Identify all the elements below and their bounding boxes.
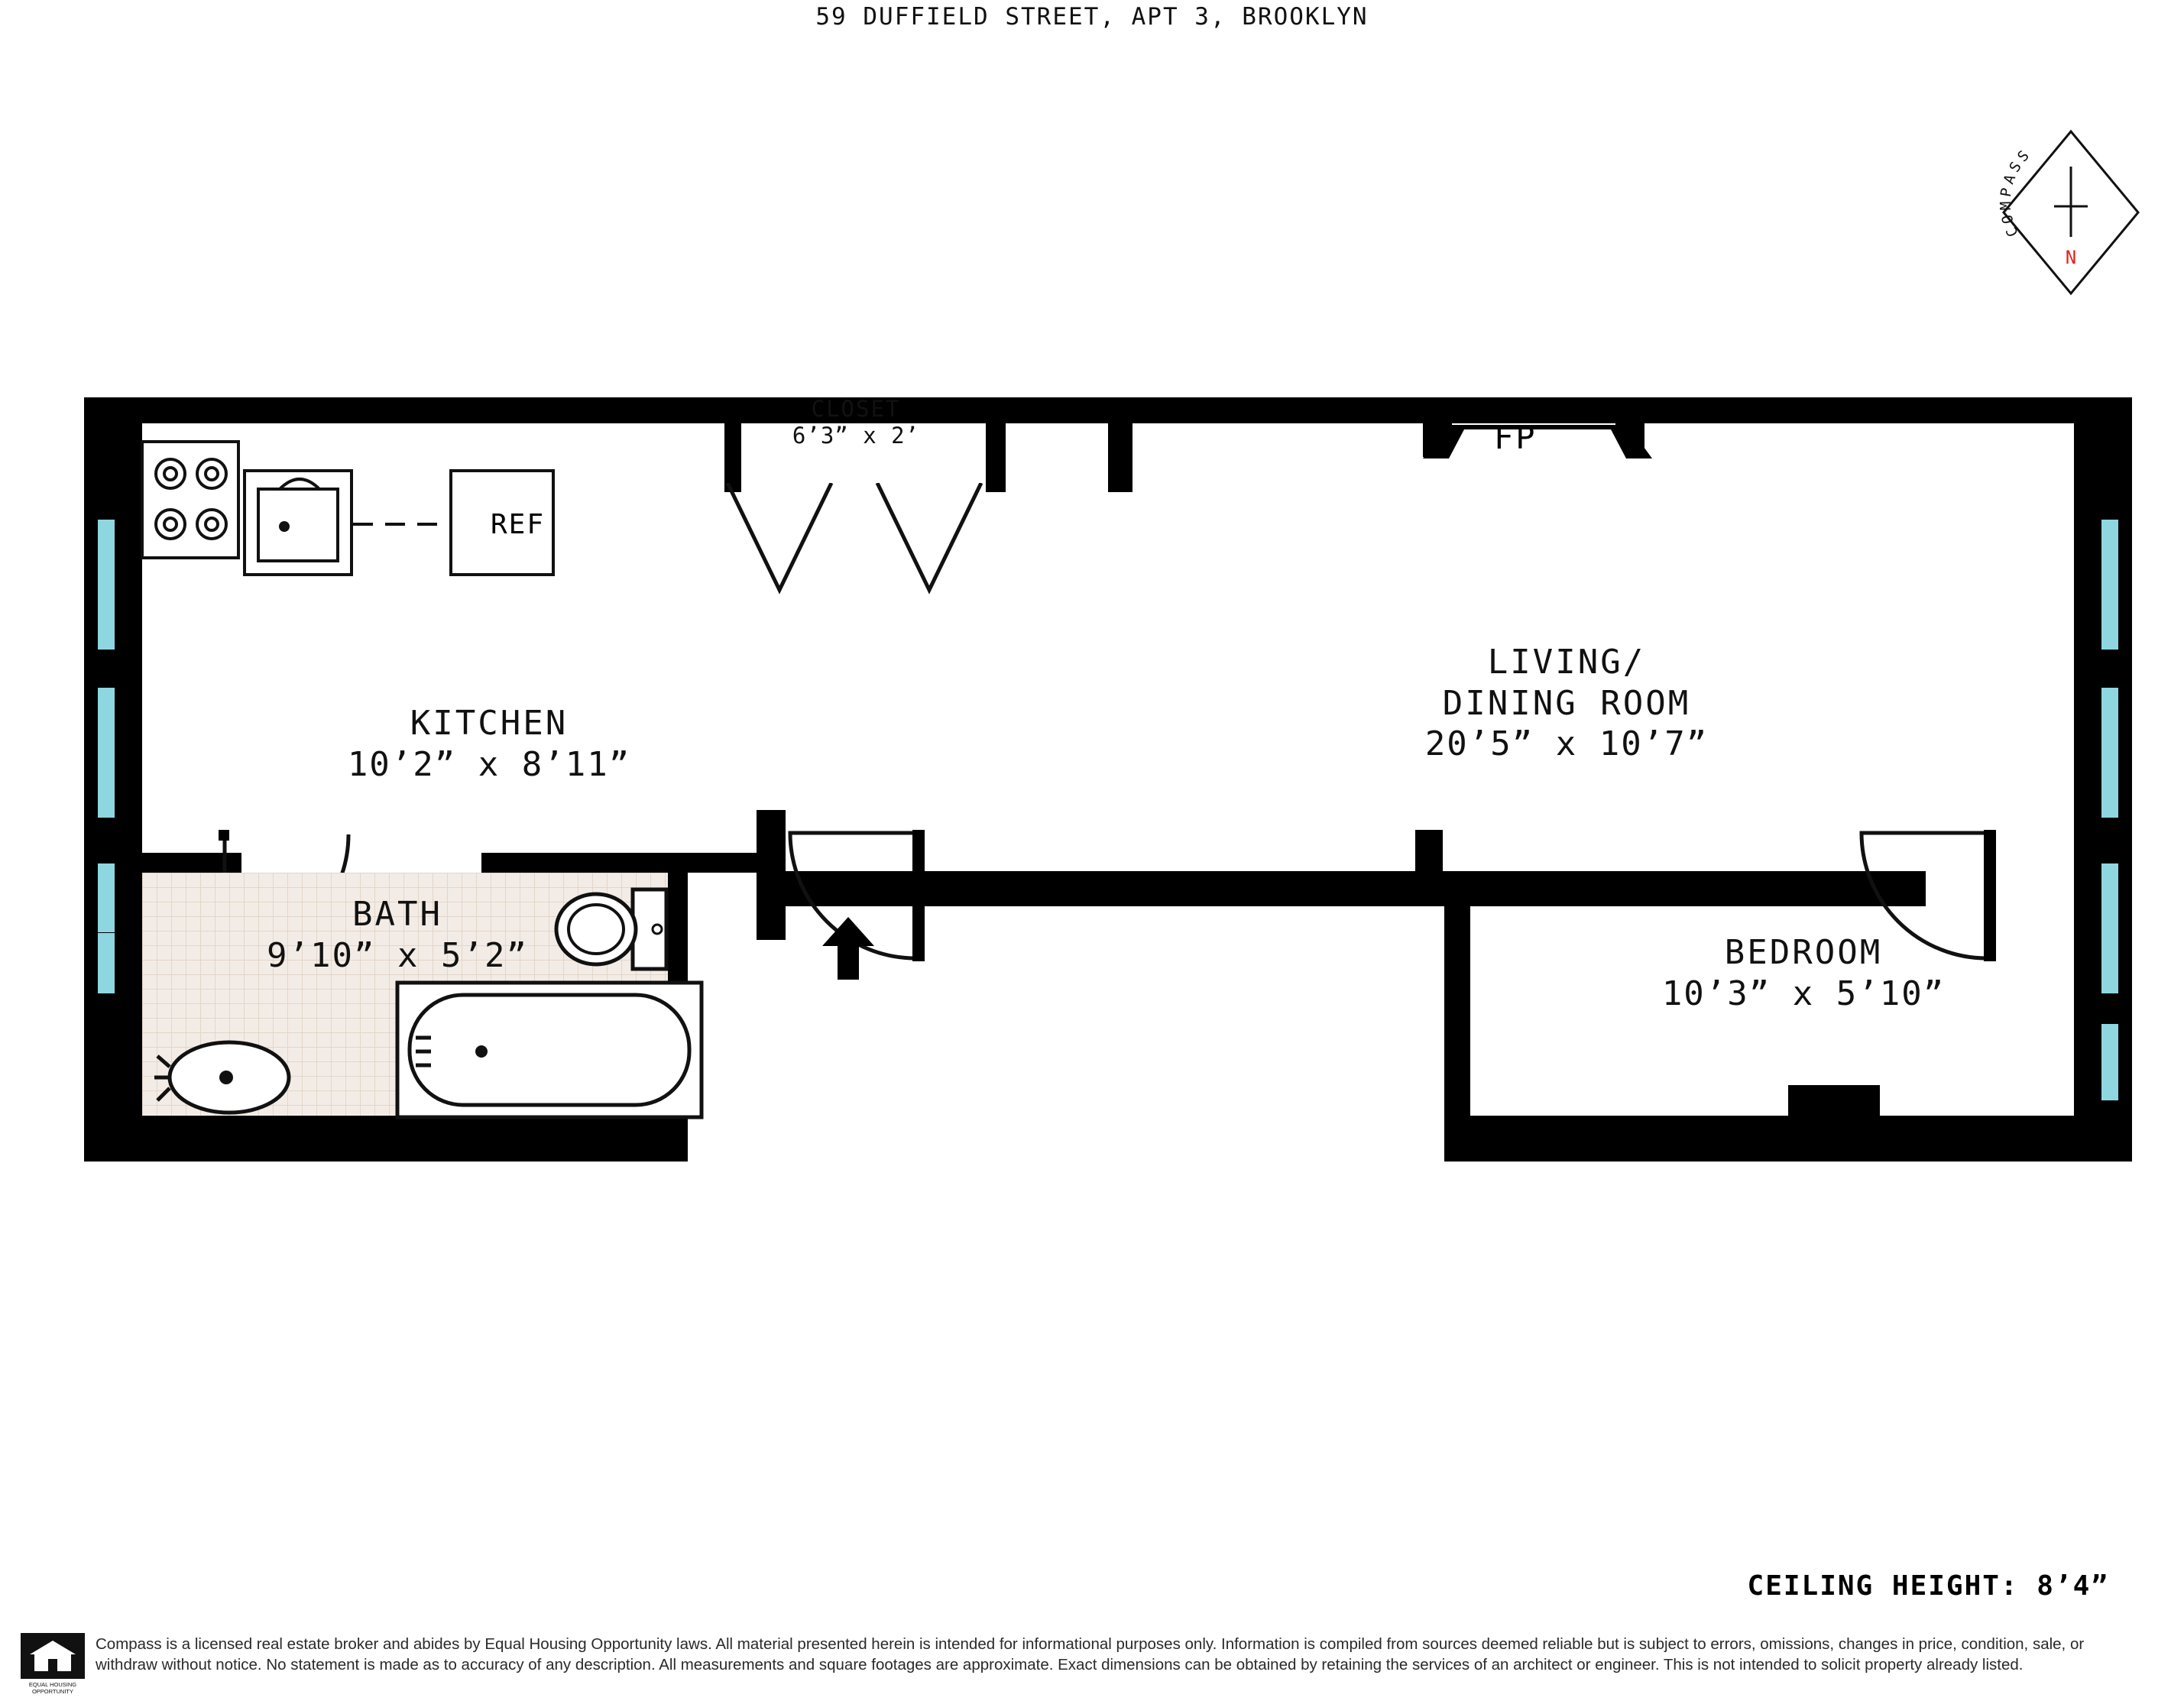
wall-bedroom-bottom-stub — [1788, 1085, 1880, 1117]
kitchen-name: KITCHEN — [410, 704, 569, 743]
living-name-line2: DINING ROOM — [1442, 683, 1691, 723]
window-left-3 — [98, 863, 115, 993]
disclaimer-text: Compass is a licensed real estate broker and abides by Equal Housing Opportunity laws. All material presented herein is intended for informational purposes only. Information is compiled from sources deemed reliable but is subject to errors, omissions, changes in price, condition, sale, or withdraw without notice. No statement is made as to accuracy of any description. All measurements and square footages are approximate. Exact dimensions can be obtained by retaining the services of an architect or engineer. This is not intended to solicit property already listed. — [96, 1635, 2085, 1674]
eho-line2: OPPORTUNITY — [31, 1687, 74, 1695]
window-right-2 — [2101, 688, 2118, 818]
window-right-3 — [2101, 863, 2118, 993]
room-label-closet — [726, 396, 986, 450]
closet-doors — [723, 483, 1013, 605]
fireplace-label: FP — [1494, 419, 1538, 456]
wall-bedroom-top-stub — [1415, 830, 1443, 906]
closet-name: CLOSET — [811, 396, 901, 422]
wall-bath-left-stub — [84, 932, 142, 933]
bedroom-name: BEDROOM — [1724, 933, 1883, 972]
wall-bottom-right — [1444, 1116, 2132, 1162]
bathtub — [393, 978, 714, 1123]
equal-housing-logo — [19, 1631, 86, 1699]
refrigerator-label: REF — [491, 509, 546, 540]
svg-text:COMPASS: COMPASS — [1997, 144, 2036, 240]
room-label-kitchen — [252, 703, 726, 785]
bath-sink — [150, 1030, 303, 1129]
wall-top — [84, 397, 2132, 423]
svg-text:N: N — [2065, 247, 2077, 268]
window-right-4 — [2101, 1024, 2118, 1100]
kitchen-counter-group — [130, 423, 772, 668]
closet-dimensions: 6’3” x 2’ — [792, 423, 920, 449]
wall-hall-top — [481, 853, 757, 873]
bedroom-dimensions: 10’3” x 5’10” — [1661, 974, 1946, 1013]
entry-arrow-icon — [818, 914, 879, 983]
window-right-1 — [2101, 520, 2118, 650]
room-label-living-dining — [1276, 642, 1857, 765]
floor-plan — [84, 397, 2132, 1482]
room-label-bath — [160, 894, 634, 976]
compass-rose — [1994, 122, 2147, 306]
living-name-line1: LIVING/ — [1487, 643, 1646, 682]
wall-bedroom-left — [1444, 871, 1470, 1131]
page-title: 59 DUFFIELD STREET, APT 3, BROOKLYN — [815, 3, 1369, 31]
room-label-bedroom — [1559, 932, 2048, 1014]
ceiling-height: CEILING HEIGHT: 8’4” — [1747, 1570, 2109, 1602]
living-dimensions: 20’5” x 10’7” — [1424, 724, 1709, 764]
equal-housing-caption — [19, 1682, 86, 1695]
wall-stub-closet-right — [986, 423, 1006, 492]
eho-line1: EQUAL HOUSING — [28, 1681, 77, 1688]
window-left-1 — [98, 520, 115, 650]
kitchen-dimensions: 10’2” x 8’11” — [347, 744, 631, 784]
window-left-2 — [98, 688, 115, 818]
bath-dimensions: 9’10” x 5’2” — [267, 935, 528, 975]
bath-name: BATH — [352, 895, 442, 934]
wall-stub-entry-right — [1108, 423, 1133, 492]
